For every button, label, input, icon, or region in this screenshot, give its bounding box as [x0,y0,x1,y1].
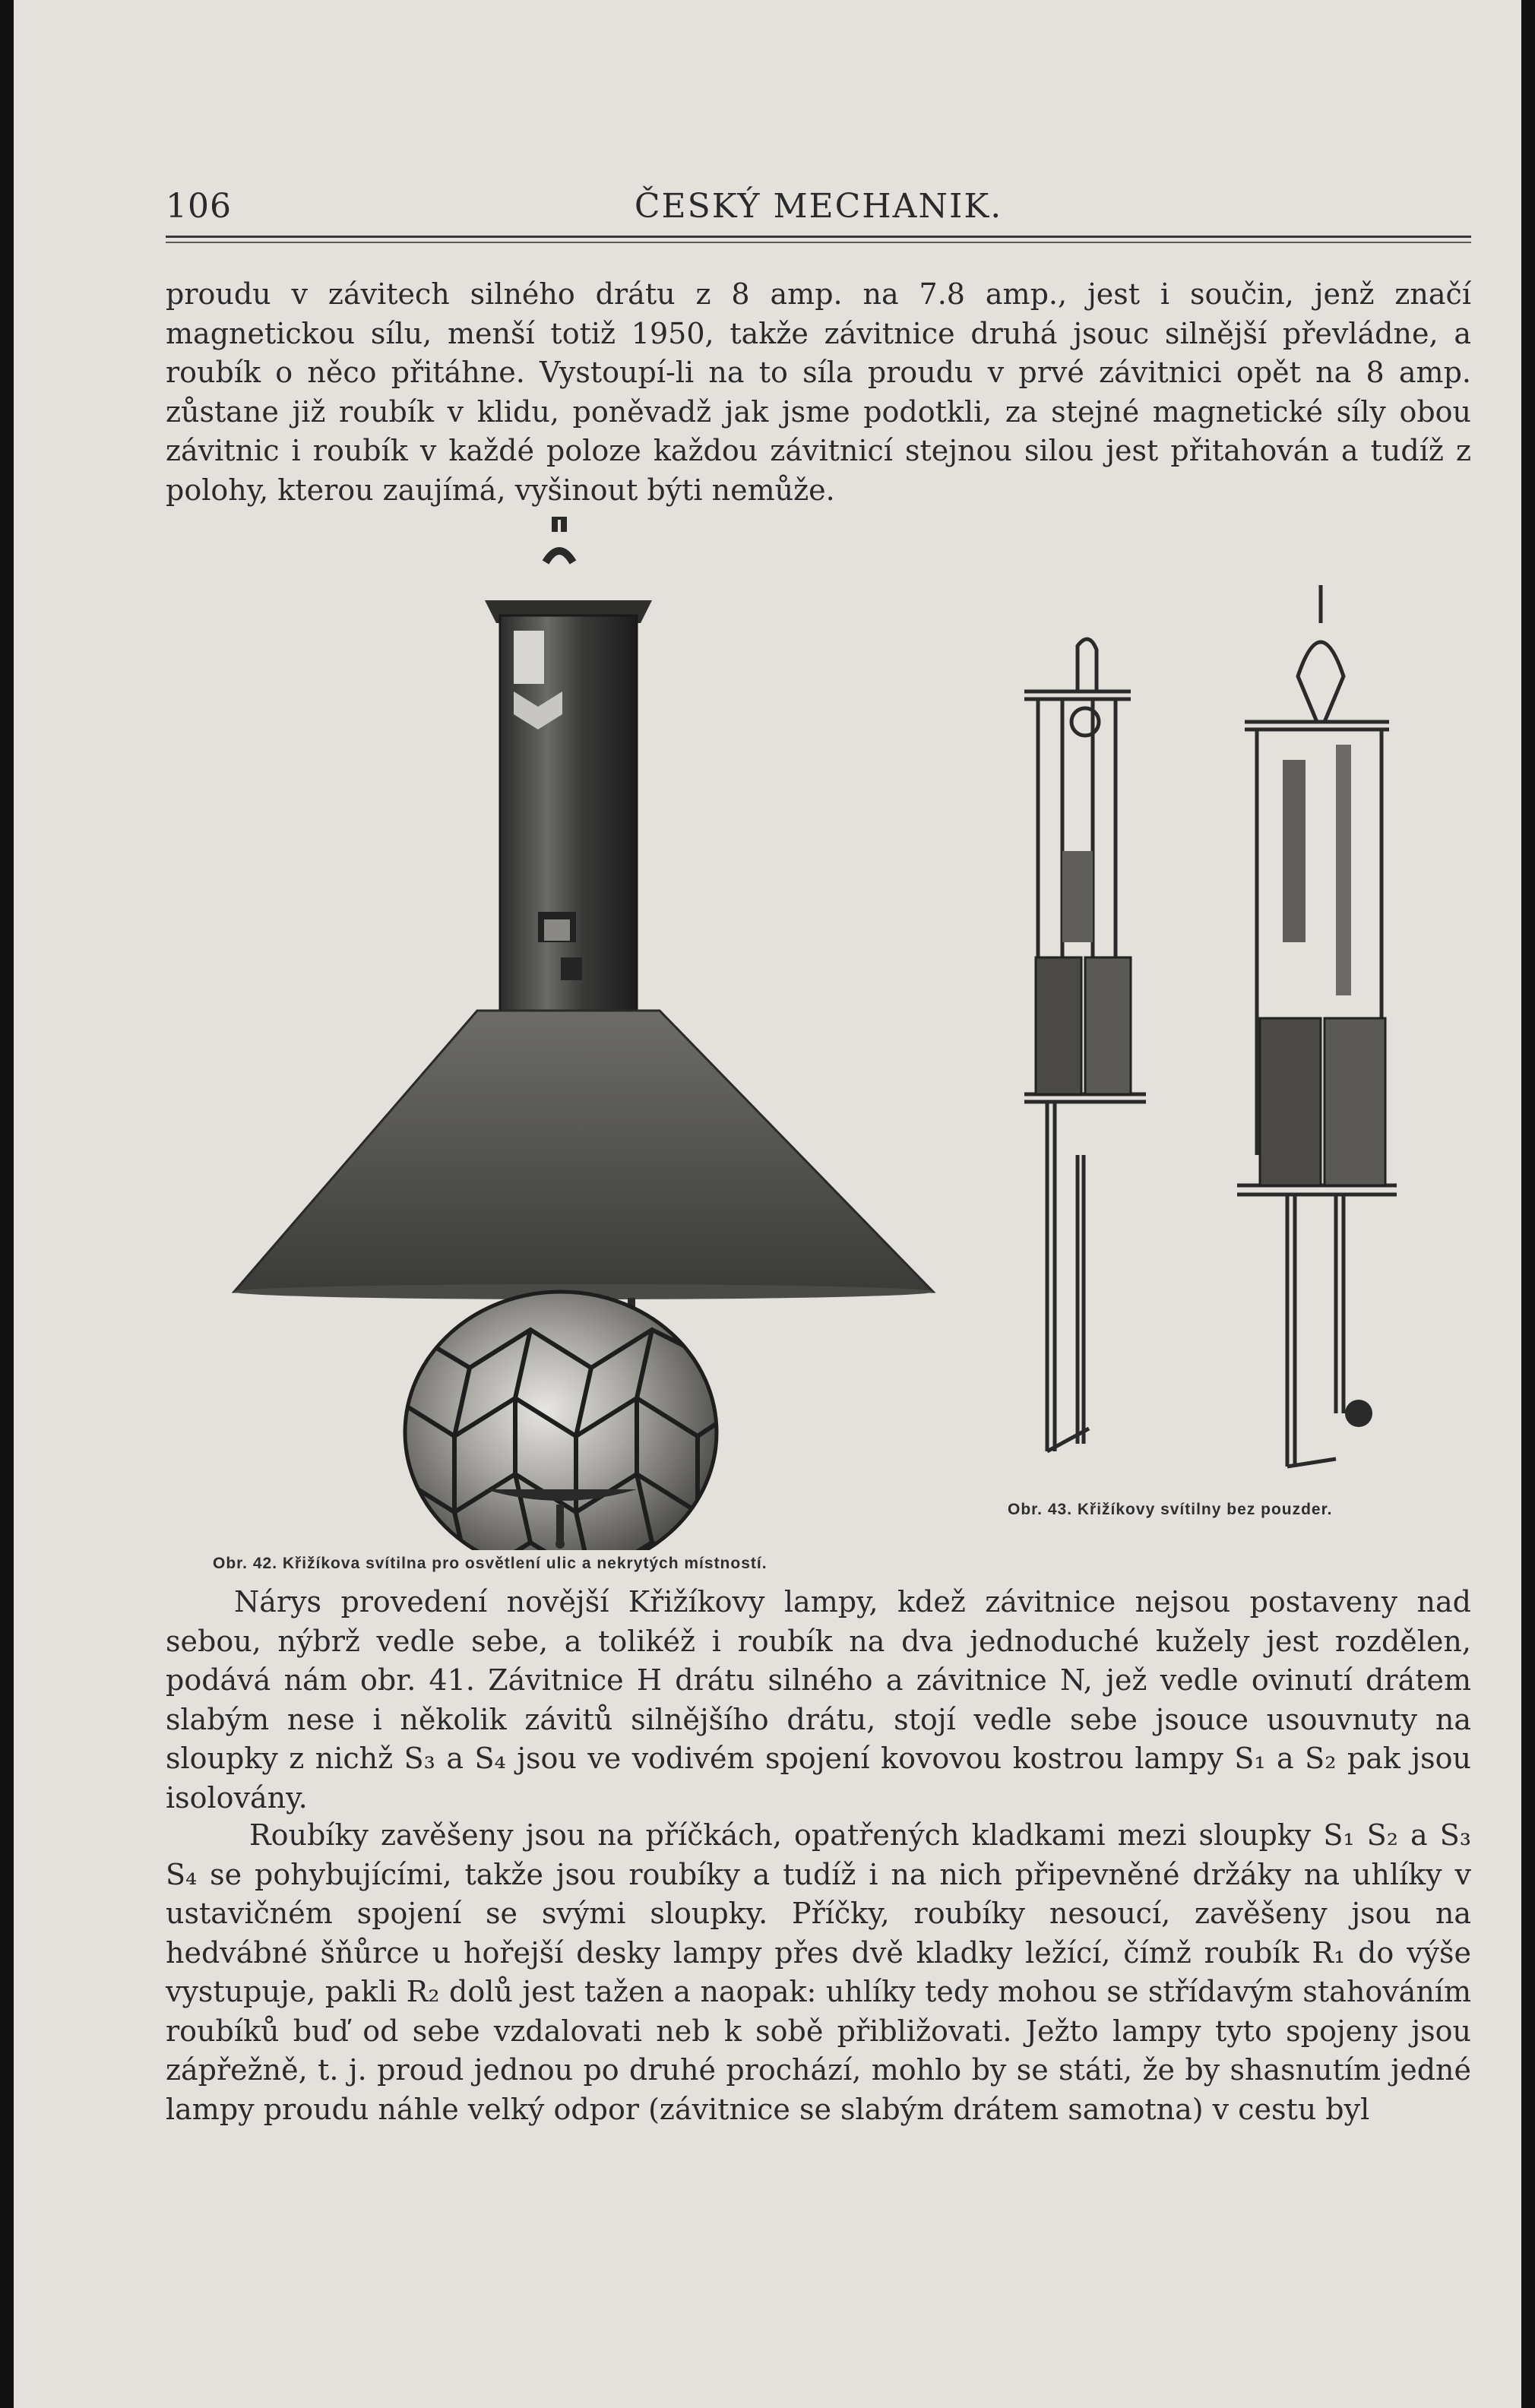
figure-42-street-lamp [166,517,956,1550]
page-number: 106 [166,187,232,226]
figure-43-arc-lamps [1002,577,1457,1497]
figure-43-caption: Obr. 43. Křižíkovy svítilny bez pouzder. [1008,1501,1333,1518]
running-title: ČESKÝ MECHANIK. [634,187,1003,226]
paragraph: Nárys provedení novější Křižíkovy lampy, kdež závitnice nejsou postaveny nad sebou, nýbrž vedle sebe, a tolikéž i roubík na dva jednoduché kužely jest rozdělen, podává nám obr. 41. Závitnice H drátu silného a závitnice N, jež vedle ovinutí drátem slabým nese i několik závitů silnějšího drátu, stojí vedle sebe jsouce usouvnuty na sloupky z nichž S₃ a S₄ jsou ve vodivém spojení kovovou kostrou lampy S₁ a S₂ pak jsou isolovány. [166,1585,1471,1815]
header-rule [166,236,1471,238]
figure-42-caption: Obr. 42. Křižíkova svítilna pro osvětlení ulic a nekrytých místností. [213,1555,768,1572]
scanned-page [14,0,1521,2408]
paragraph: proudu v závitech silného drátu z 8 amp. na 7.8 amp., jest i součin, jenž značí magnetickou sílu, menší totiž 1950, takže závitnice druhá jsouc silnější převládne, a roubík o něco přitáhne. Vystoupí-li na to síla proudu v prvé závitnici opět na 8 amp. zůstane již roubík v klidu, poněvadž jak jsme podotkli, za stejné magnetické síly obou závitnic i roubík v každé poloze každou závitnicí stejnou silou jest přitahován a tudíž z polohy, kterou zaujímá, vyšinout býti nemůže. [166,277,1471,507]
header-rule [166,242,1471,243]
page-header [166,179,1471,233]
paragraph: Roubíky zavěšeny jsou na příčkách, opatřených kladkami mezi sloupky S₁ S₂ a S₃ S₄ se pohybujícími, takže jsou roubíky a tudíž i na nich připevněné držáky na uhlíky v ustavičném spojení se svými sloupky. Příčky, roubíky nesoucí, zavěšeny jsou na hedvábné šňůrce u hořejší desky lampy přes dvě kladky ležící, čímž roubík R₁ do výše vystupuje, pakli R₂ dolů jest tažen a naopak: uhlíky tedy mohou se střídavým stahováním roubíků buď od sebe vzdalovati neb k sobě přibližovati. Ježto lampy tyto spojeny jsou zápřežně, t. j. proud jednou po druhé prochází, mohlo by se státi, že by shasnutím jedné lampy proudu náhle velký odpor (závitnice se slabým drátem samotna) v cestu byl [166,1818,1471,2126]
